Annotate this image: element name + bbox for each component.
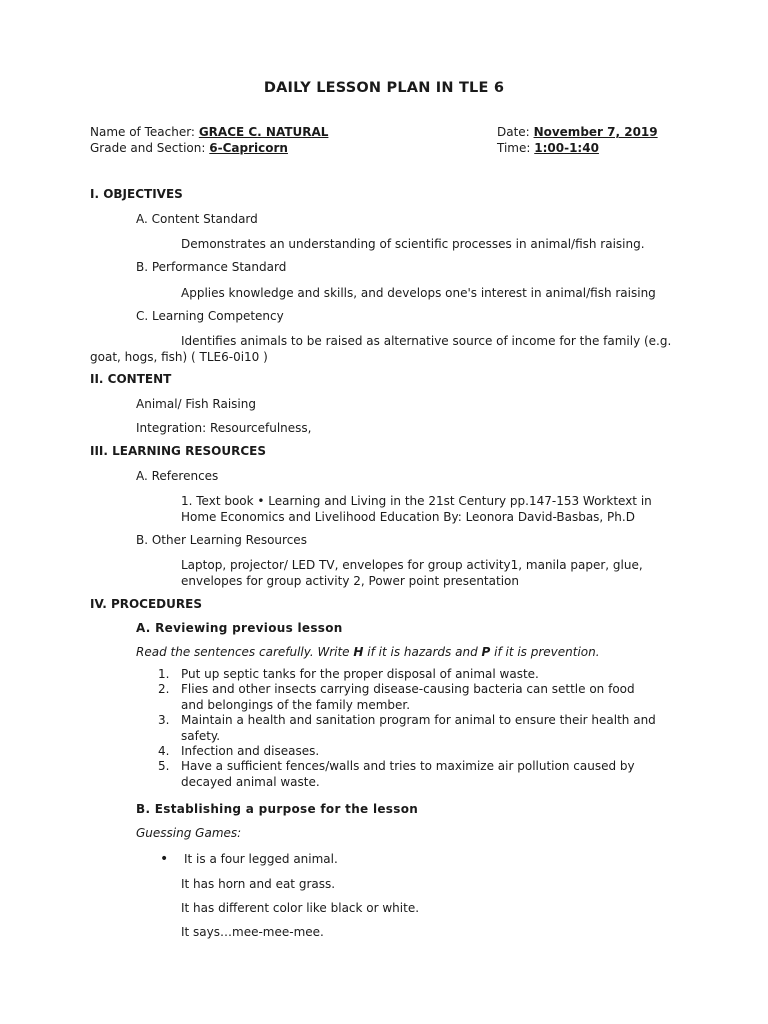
procedures-heading: IV. PROCEDURES	[90, 597, 202, 611]
clue-3: It has different color like black or white.	[181, 901, 420, 915]
date-label: Date:	[497, 125, 530, 139]
bullet-icon: •	[160, 851, 169, 867]
item-number: 4.	[158, 744, 170, 759]
teacher-field	[90, 125, 328, 139]
content-standard-label: A. Content Standard	[136, 212, 258, 226]
teacher-label: Name of Teacher:	[90, 125, 195, 139]
review-instruction	[136, 645, 600, 659]
document-title: DAILY LESSON PLAN IN TLE 6	[263, 80, 505, 96]
list-item	[136, 667, 656, 682]
item-number: 5.	[158, 759, 170, 774]
grade-value: 6-Capricorn	[209, 141, 288, 155]
content-standard-text: Demonstrates an understanding of scientific processes in animal/fish raising.	[181, 237, 645, 251]
purpose-label: B. Establishing a purpose for the lesson	[136, 802, 419, 816]
list-item	[136, 744, 656, 759]
list-item	[136, 759, 656, 790]
list-item	[136, 682, 656, 713]
other-resources-label: B. Other Learning Resources	[136, 533, 307, 547]
item-number: 1.	[158, 667, 170, 681]
learning-competency-line1: Identifies animals to be raised as alternative source of income for the family (e.g.	[181, 334, 672, 348]
references-line2: Home Economics and Livelihood Education By: Leonora David-Basbas, Ph.D	[181, 510, 635, 524]
item-text: Maintain a health and sanitation program for animal to ensure their health and safety.	[181, 713, 656, 743]
review-items	[136, 667, 656, 790]
performance-standard-label: B. Performance Standard	[136, 260, 287, 274]
grade-label: Grade and Section:	[90, 141, 206, 155]
instruction-post: if it is prevention.	[490, 645, 600, 659]
instruction-p: P	[481, 645, 491, 659]
time-value: 1:00-1:40	[534, 141, 599, 155]
date-value: November 7, 2019	[533, 125, 658, 139]
grade-field	[90, 141, 288, 155]
teacher-value: GRACE C. NATURAL	[198, 125, 329, 139]
review-label: A. Reviewing previous lesson	[136, 621, 343, 635]
content-topic: Animal/ Fish Raising	[136, 397, 256, 411]
item-text: Flies and other insects carrying disease-causing bacteria can settle on food and belongings of the family member.	[181, 682, 635, 712]
references-line1: 1. Text book • Learning and Living in the 21st Century pp.147-153 Worktext in	[181, 494, 652, 508]
content-heading: II. CONTENT	[90, 372, 172, 386]
clue-1: It is a four legged animal.	[184, 852, 338, 866]
item-number: 3.	[158, 713, 170, 728]
objectives-heading: I. OBJECTIVES	[90, 187, 183, 201]
guessing-games-label: Guessing Games:	[136, 826, 242, 840]
item-text: Put up septic tanks for the proper disposal of animal waste.	[181, 667, 539, 681]
other-resources-line2: envelopes for group activity 2, Power point presentation	[181, 574, 519, 588]
item-number: 2.	[158, 682, 170, 697]
item-text: Infection and diseases.	[181, 744, 320, 759]
date-field	[497, 125, 658, 139]
content-integration: Integration: Resourcefulness,	[136, 421, 312, 435]
references-label: A. References	[136, 469, 219, 483]
instruction-h: H	[353, 645, 364, 659]
item-text: Have a sufficient fences/walls and tries to maximize air pollution caused by decayed animal waste.	[181, 759, 635, 789]
clue-4: It says…mee-mee-mee.	[181, 925, 324, 939]
learning-competency-line2: goat, hogs, fish) ( TLE6-0i10 )	[90, 350, 268, 364]
clue-2: It has horn and eat grass.	[181, 877, 336, 891]
instruction-mid: if it is hazards and	[363, 645, 482, 659]
time-field	[497, 141, 599, 155]
learning-competency-label: C. Learning Competency	[136, 309, 284, 323]
performance-standard-text: Applies knowledge and skills, and develops one's interest in animal/fish raising	[181, 286, 656, 300]
resources-heading: III. LEARNING RESOURCES	[90, 444, 266, 458]
instruction-pre: Read the sentences carefully. Write	[136, 645, 354, 659]
other-resources-line1: Laptop, projector/ LED TV, envelopes for group activity1, manila paper, glue,	[181, 558, 643, 572]
list-item	[136, 713, 656, 744]
time-label: Time:	[497, 141, 531, 155]
